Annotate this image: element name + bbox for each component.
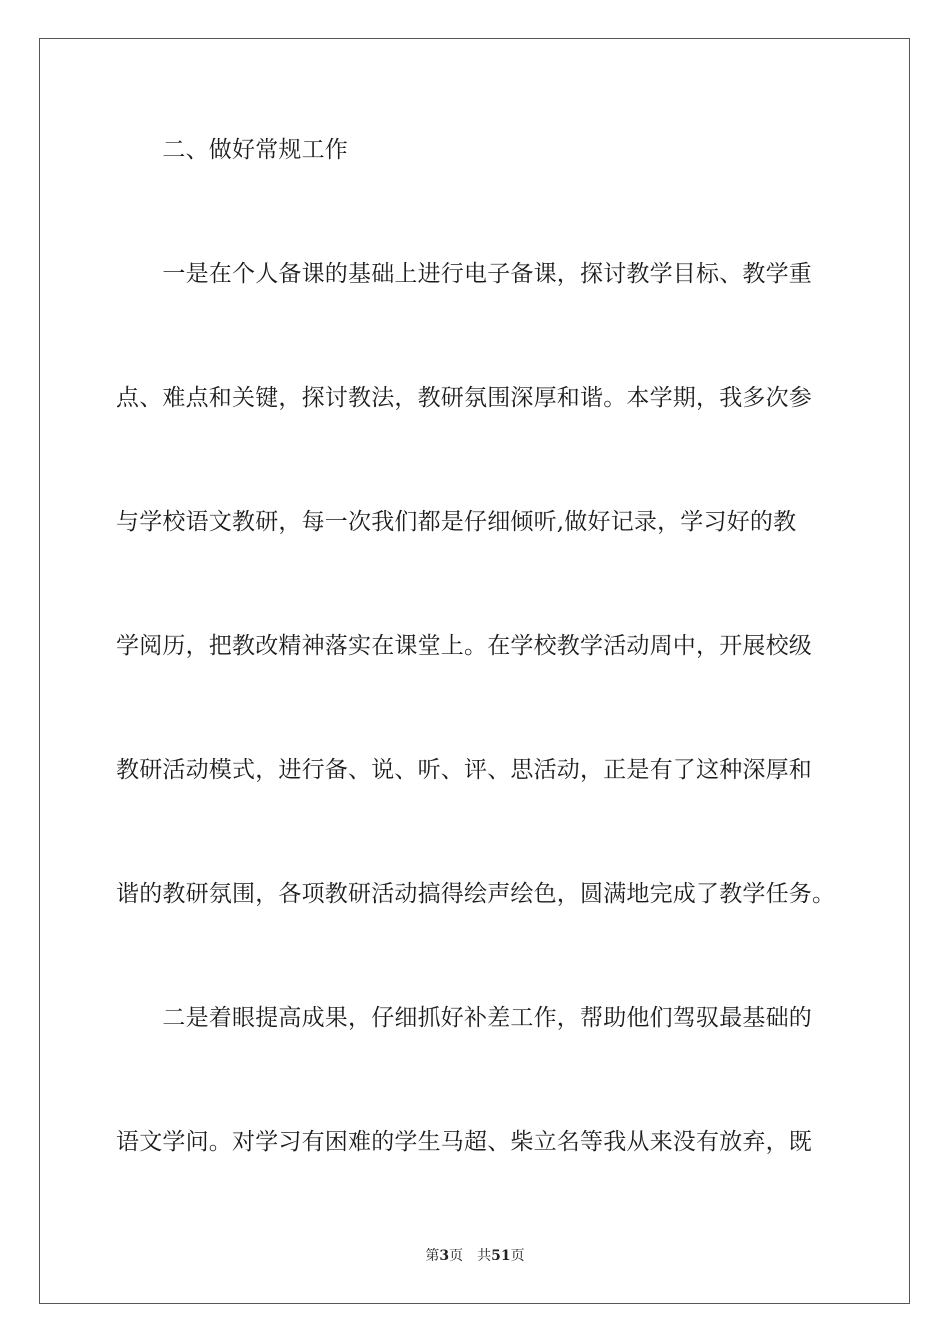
page-suffix: 页 <box>449 1248 464 1264</box>
total-prefix: 共 <box>477 1248 492 1264</box>
page-number: 3 <box>439 1248 450 1264</box>
paragraph-line: 谐的教研氛围，各项教研活动搞得绘声绘色，圆满地完成了教学任务。 <box>116 881 836 907</box>
paragraph-line: 与学校语文教研，每一次我们都是仔细倾听,做好记录，学习好的教 <box>116 509 797 535</box>
paragraph-line: 语文学问。对学习有困难的学生马超、柴立名等我从来没有放弃，既 <box>116 1129 812 1155</box>
paragraph-line: 点、难点和关键，探讨教法，教研氛围深厚和谐。本学期，我多次参 <box>116 385 812 411</box>
heading-line: 二、做好常规工作 <box>116 137 348 163</box>
page-prefix: 第 <box>425 1248 440 1264</box>
page-footer <box>0 1247 950 1265</box>
page-border <box>39 38 910 1304</box>
total-pages: 51 <box>491 1248 511 1264</box>
paragraph-line: 一是在个人备课的基础上进行电子备课，探讨教学目标、教学重 <box>116 261 812 287</box>
paragraph-line: 二是着眼提高成果，仔细抓好补差工作，帮助他们驾驭最基础的 <box>116 1005 812 1031</box>
paragraph-line: 教研活动模式，进行备、说、听、评、思活动，正是有了这种深厚和 <box>116 757 812 783</box>
total-suffix: 页 <box>510 1248 525 1264</box>
paragraph-line: 学阅历，把教改精神落实在课堂上。在学校教学活动周中，开展校级 <box>116 633 812 659</box>
